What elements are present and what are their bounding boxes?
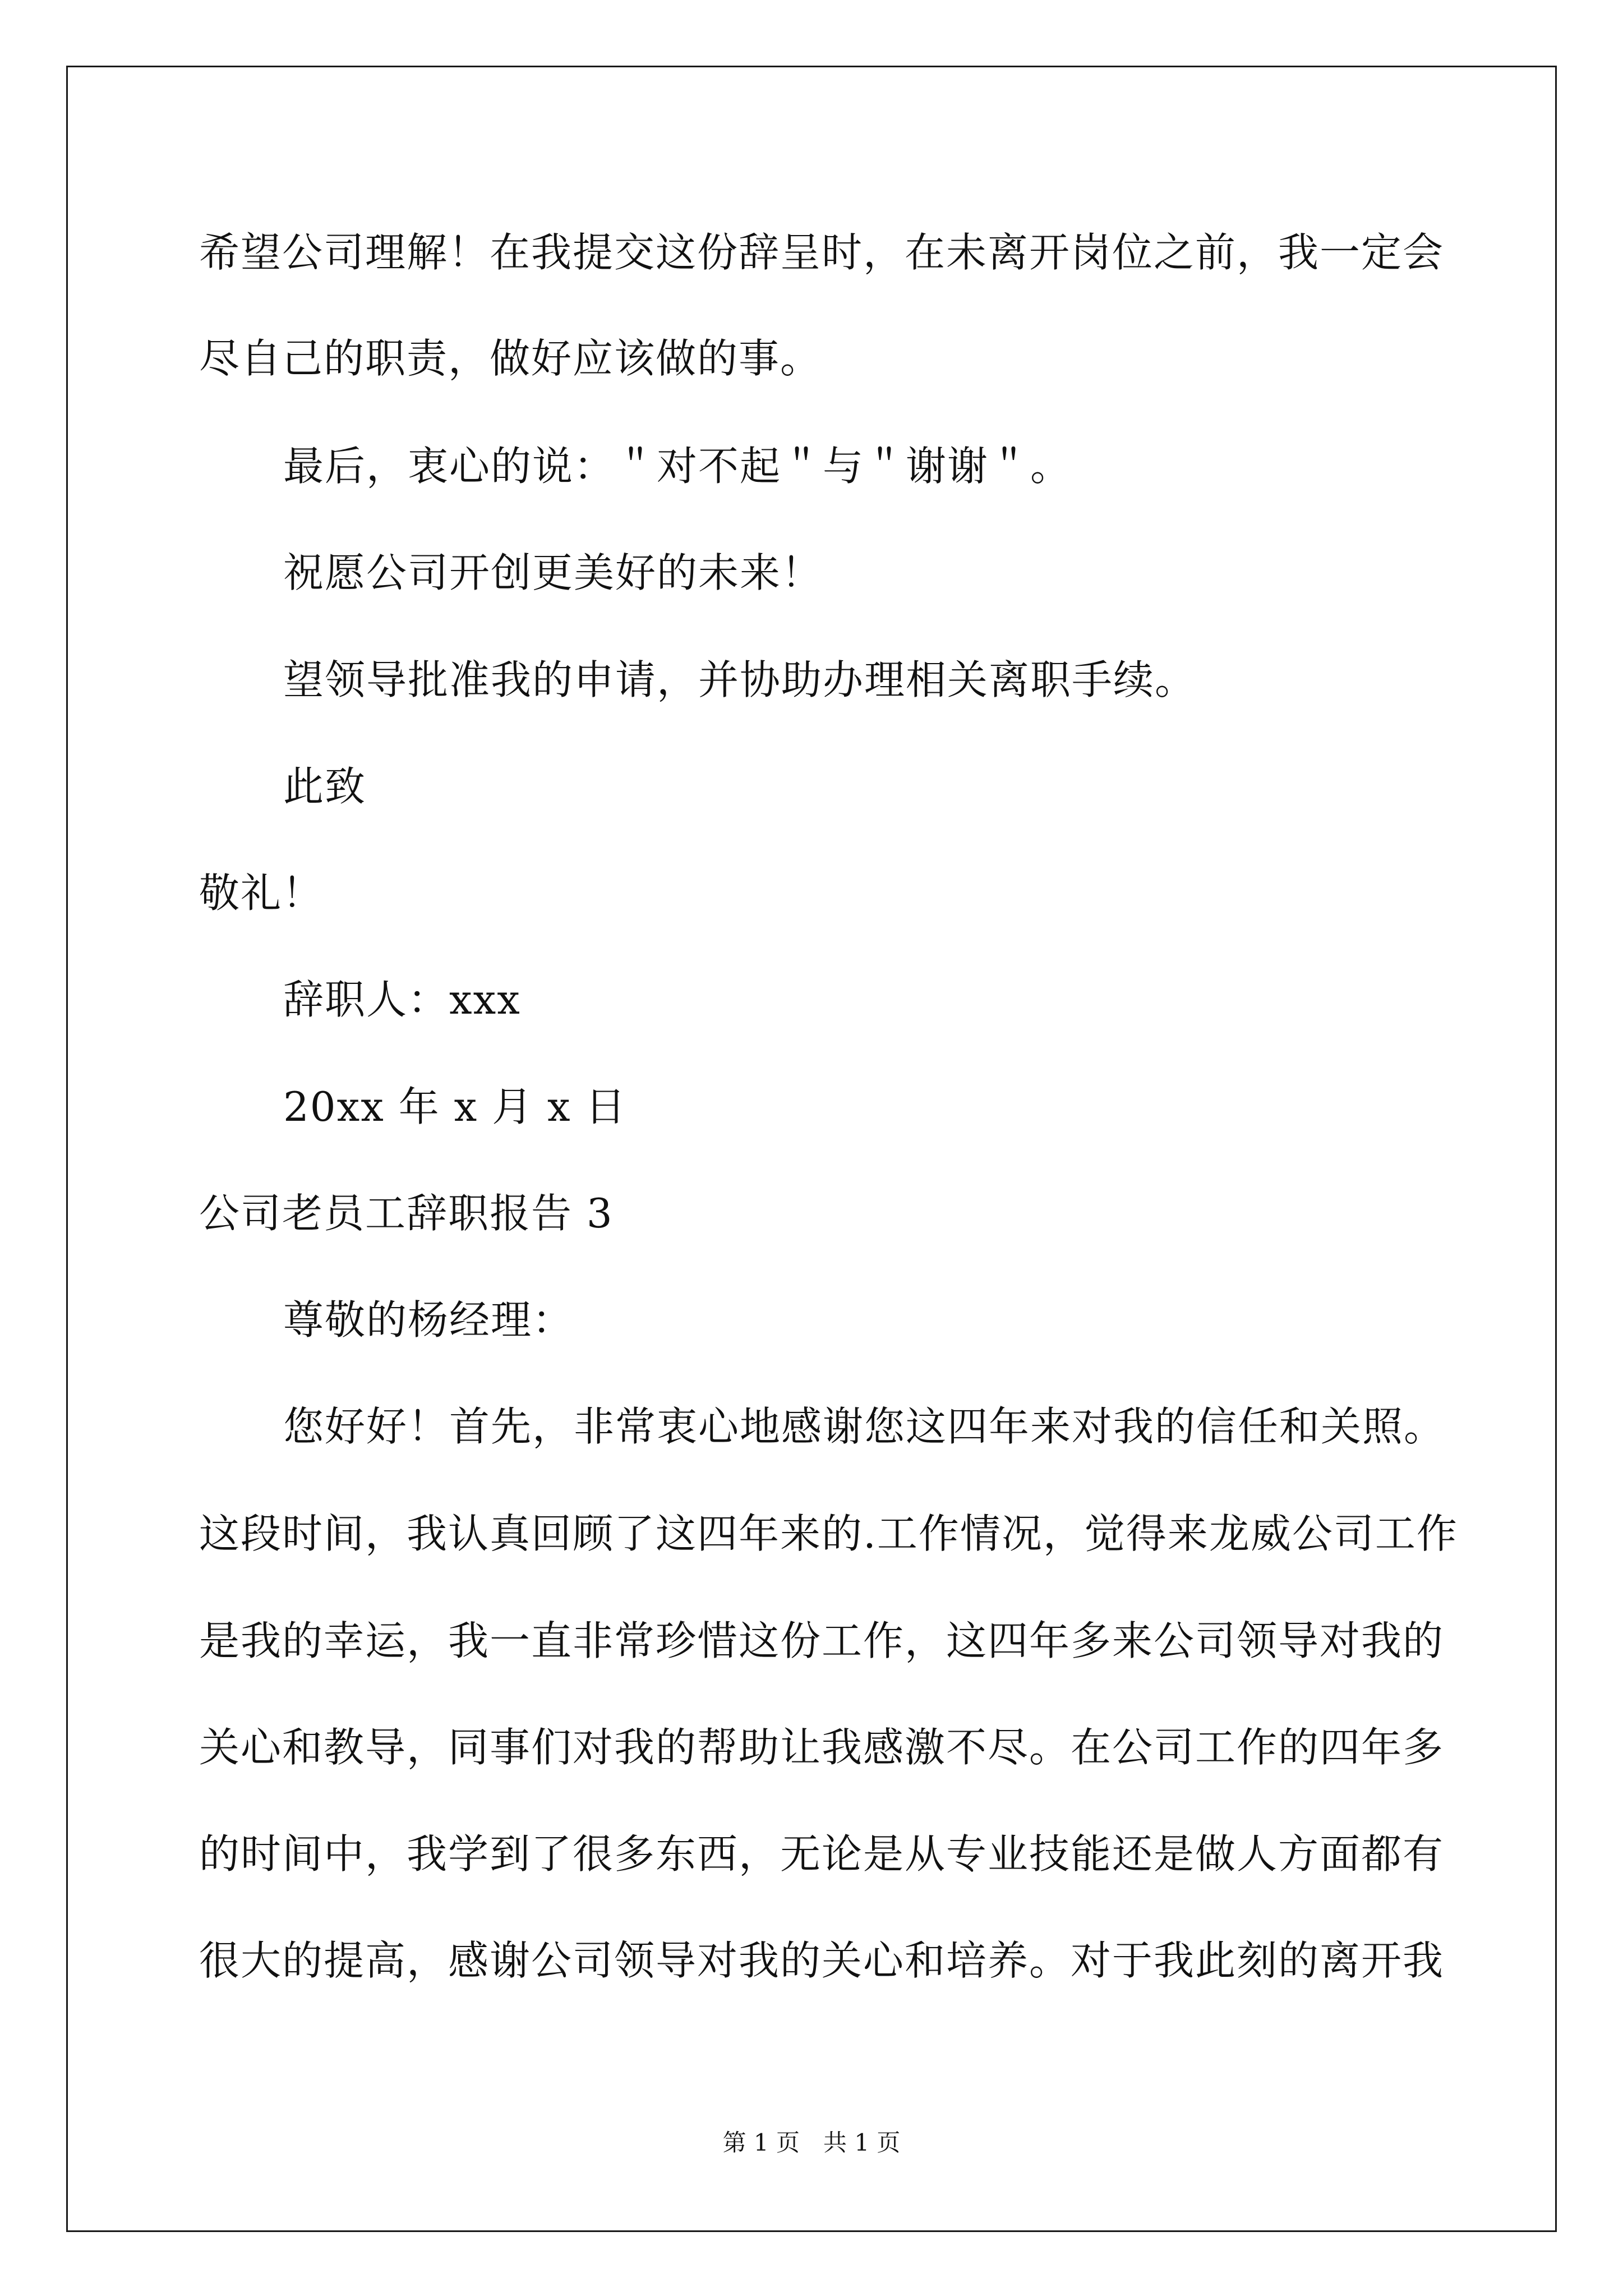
paragraph-line: 您好好！首先，非常衷心地感谢您这四年来对我的信任和关照。 bbox=[283, 1403, 1446, 1450]
paragraph-line: 这段时间，我认真回顾了这四年来的.工作情况，觉得来龙威公司工作 bbox=[199, 1510, 1458, 1557]
paragraph-line: 的时间中，我学到了很多东西，无论是从专业技能还是做人方面都有 bbox=[199, 1830, 1445, 1878]
section-title: 公司老员工辞职报告 3 bbox=[199, 1190, 614, 1237]
paragraph-line: 尽自己的职责，做好应该做的事。 bbox=[199, 335, 822, 382]
paragraph-line: 希望公司理解！在我提交这份辞呈时，在未离开岗位之前，我一定会 bbox=[199, 229, 1445, 276]
page-border bbox=[66, 66, 1557, 2232]
page-number-footer: 第 1 页 共 1 页 bbox=[722, 2129, 901, 2156]
paragraph-line: 很大的提高，感谢公司领导对我的关心和培养。对于我此刻的离开我 bbox=[199, 1937, 1445, 1984]
paragraph-line: 是我的幸运，我一直非常珍惜这份工作，这四年多来公司领导对我的 bbox=[199, 1617, 1445, 1664]
paragraph-line: 祝愿公司开创更美好的未来！ bbox=[283, 549, 823, 596]
greeting: 尊敬的杨经理： bbox=[283, 1296, 574, 1343]
closing-phrase: 此致 bbox=[283, 763, 367, 810]
signature-name: 辞职人：xxx bbox=[283, 976, 521, 1023]
paragraph-line: 关心和教导，同事们对我的帮助让我感激不尽。在公司工作的四年多 bbox=[199, 1724, 1445, 1771]
signature-date: 20xx 年 x 月 x 日 bbox=[283, 1083, 627, 1130]
paragraph-line: 最后，衷心的说：＂对不起＂与＂谢谢＂。 bbox=[283, 443, 1072, 490]
paragraph-line: 望领导批准我的申请，并协助办理相关离职手续。 bbox=[283, 656, 1197, 703]
salutation: 敬礼！ bbox=[199, 869, 324, 917]
